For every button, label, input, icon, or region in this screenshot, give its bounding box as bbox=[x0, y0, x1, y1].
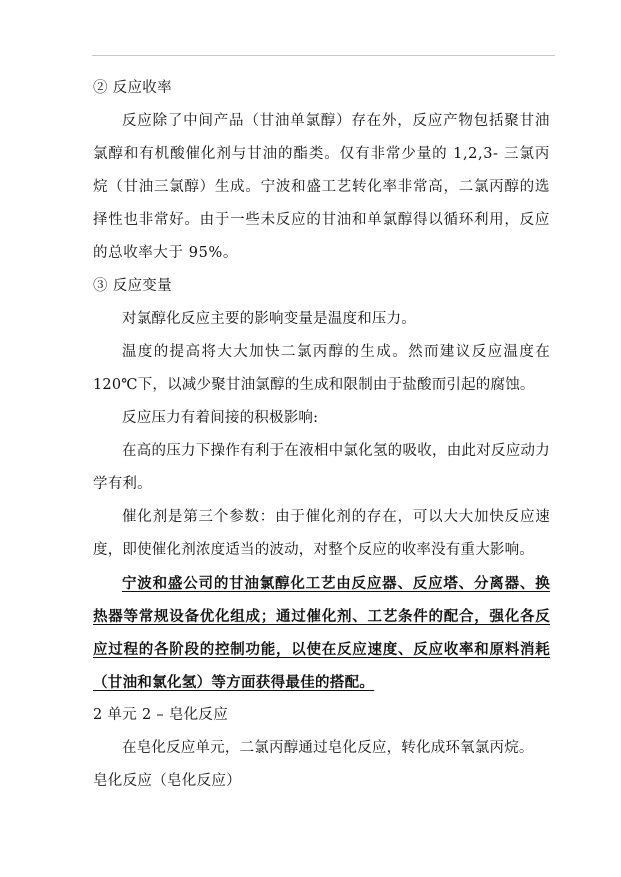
paragraph-main-variables: 对氯醇化反应主要的影响变量是温度和压力。 bbox=[122, 311, 416, 327]
header-rule bbox=[92, 55, 555, 56]
unit-heading-saponification: 2 单元 2 – 皂化反应 bbox=[93, 707, 229, 723]
section-heading-reaction-variables: ③ 反应变量 bbox=[93, 278, 172, 294]
subheading-saponification: 皂化反应（皂化反应） bbox=[93, 773, 241, 789]
paragraph-pressure-detail: 在高的压力下操作有利于在液相中氯化氢的吸收，由此对反应动力学有利。 bbox=[93, 443, 550, 492]
paragraph-pressure-intro: 反应压力有着间接的积极影响: bbox=[122, 410, 319, 426]
section-heading-reaction-yield: ② 反应收率 bbox=[93, 80, 172, 96]
page-content bbox=[93, 72, 550, 798]
paragraph-temperature: 温度的提高将大大加快二氯丙醇的生成。然而建议反应温度在 120℃下，以减少聚甘油氯醇的生成和限制由于盐酸而引起的腐蚀。 bbox=[93, 344, 550, 393]
paragraph-saponification: 在皂化反应单元，二氯丙醇通过皂化反应，转化成环氧氯丙烷。 bbox=[122, 740, 534, 756]
paragraph-process-summary: 宁波和盛公司的甘油氯醇化工艺由反应器、反应塔、分离器、换热器等常规设备优化组成；通过催化剂、工艺条件的配合，强化各反应过程的各阶段的控制功能，以使在反应速度、反应收率和原料消耗（甘油和氯化氢）等方面获得最佳的搭配。 bbox=[93, 575, 550, 691]
paragraph-reaction-yield: 反应除了中间产品（甘油单氯醇）存在外，反应产物包括聚甘油氯醇和有机酸催化剂与甘油的酯类。仅有非常少量的 1,2,3- 三氯丙烷（甘油三氯醇）生成。宁波和盛工艺转化率非常高，二氯丙醇的选择性也非常好。由于一些未反应的甘油和单氯醇得以循环利用，反应的总收率大于 95%。 bbox=[93, 113, 550, 261]
paragraph-catalyst: 催化剂是第三个参数：由于催化剂的存在，可以大大加快反应速度，即使催化剂浓度适当的波动，对整个反应的收率没有重大影响。 bbox=[93, 509, 550, 558]
